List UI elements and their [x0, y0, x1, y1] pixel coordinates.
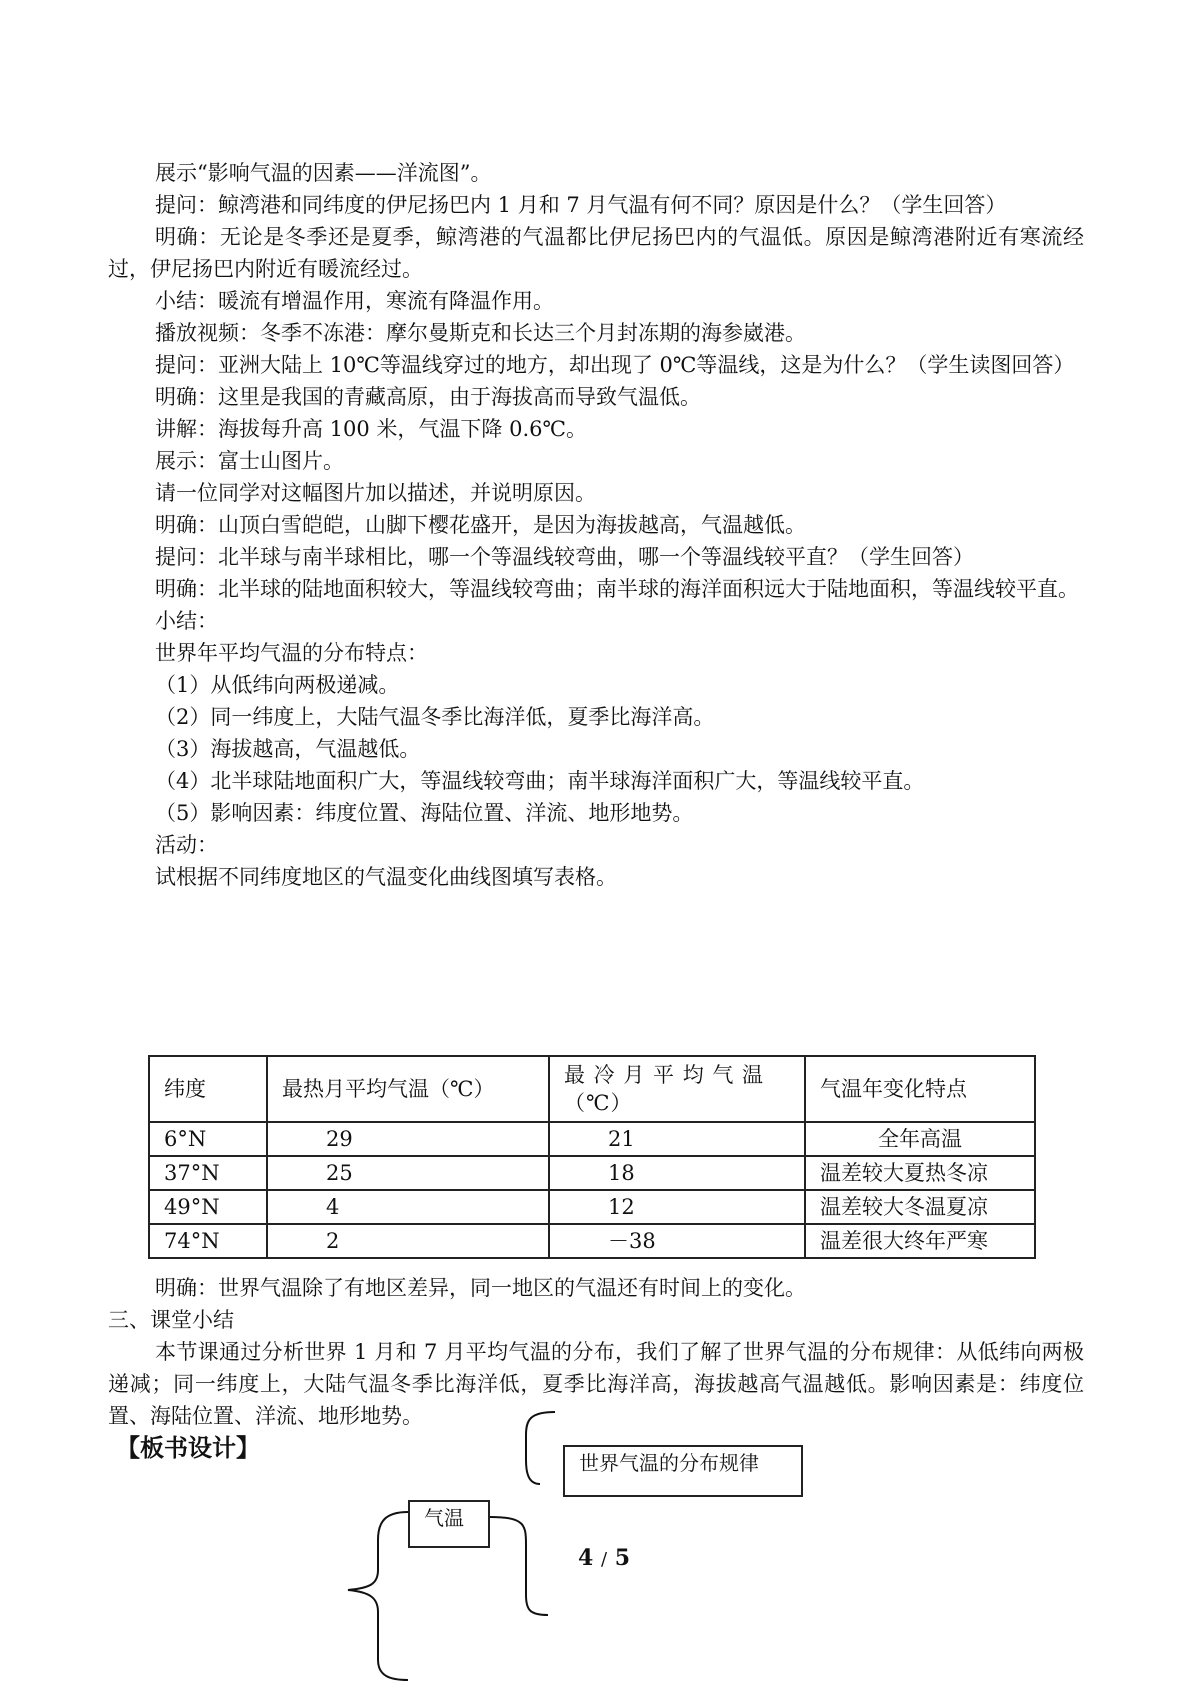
table-cell: 12 [549, 1190, 805, 1224]
paragraph: 展示：富士山图片。 [155, 449, 344, 473]
paragraph: 提问：鲸湾港和同纬度的伊尼扬巴内 1 月和 7 月气温有何不同？原因是什么？（学生回答） [155, 193, 1007, 217]
brace-lower-branch [490, 1517, 548, 1615]
paragraph: 请一位同学对这幅图片加以描述，并说明原因。 [155, 481, 596, 505]
list-item: （1）从低纬向两极递减。 [155, 673, 400, 697]
table-cell: 18 [549, 1156, 805, 1190]
table-header-cell: 最热月平均气温（℃） [267, 1056, 549, 1122]
table-cell: 29 [267, 1122, 549, 1156]
page-number [578, 1545, 630, 1571]
section-heading: 三、课堂小结 [108, 1308, 234, 1332]
table-cell: 温差较大夏热冬凉 [805, 1156, 1035, 1190]
paragraph: 讲解：海拔每升高 100 米，气温下降 0.6℃。 [155, 417, 587, 441]
table-cell: 37°N [149, 1156, 267, 1190]
brace-upper-branch [526, 1412, 555, 1484]
paragraph: 明确：这里是我国的青藏高原，由于海拔高而导致气温低。 [155, 385, 701, 409]
table-header-cell: 最 冷 月 平 均 气 温（℃） [549, 1056, 805, 1122]
paragraph: 明确：北半球的陆地面积较大，等温线较弯曲；南半球的海洋面积远大于陆地面积，等温线较平直。 [155, 577, 1079, 601]
paragraph: 展示“影响气温的因素——洋流图”。 [155, 161, 492, 185]
table-cell: －38 [549, 1224, 805, 1258]
table-cell: 25 [267, 1156, 549, 1190]
brace-left [348, 1512, 408, 1680]
board-box-temperature: 气温 [408, 1500, 490, 1548]
paragraph: 播放视频：冬季不冻港：摩尔曼斯克和长达三个月封冻期的海参崴港。 [155, 321, 806, 345]
table-cell: 74°N [149, 1224, 267, 1258]
board-design-title: 【板书设计】 [116, 1433, 260, 1462]
table-cell: 2 [267, 1224, 549, 1258]
table-cell: 全年高温 [805, 1122, 1035, 1156]
list-item: （2）同一纬度上，大陆气温冬季比海洋低，夏季比海洋高。 [155, 705, 715, 729]
paragraph: 活动： [155, 833, 218, 857]
page-total: 5 [614, 1545, 631, 1571]
paragraph: 小结： [155, 609, 218, 633]
table-cell: 温差较大冬温夏凉 [805, 1190, 1035, 1224]
table-cell: 49°N [149, 1190, 267, 1224]
board-box-distribution: 世界气温的分布规律 [563, 1445, 803, 1497]
page-separator: / [600, 1549, 608, 1570]
paragraph: 提问：北半球与南半球相比，哪一个等温线较弯曲，哪一个等温线较平直？（学生回答） [155, 545, 974, 569]
table-header-cell: 气温年变化特点 [805, 1056, 1035, 1122]
page-current: 4 [578, 1545, 594, 1571]
paragraph: 试根据不同纬度地区的气温变化曲线图填写表格。 [155, 865, 617, 889]
paragraph: 明确：无论是冬季还是夏季，鲸湾港的气温都比伊尼扬巴内的气温低。原因是鲸湾港附近有寒流经过，伊尼扬巴内附近有暖流经过。 [108, 225, 1084, 281]
summary-text: 本节课通过分析世界 1 月和 7 月平均气温的分布，我们了解了世界气温的分布规律：从低纬向两极递减；同一纬度上，大陆气温冬季比海洋低，夏季比海洋高，海拔越高气温越低。影响因素是：纬度位置、海陆位置、洋流、地形地势。 [108, 1340, 1084, 1428]
table-cell: 6°N [149, 1122, 267, 1156]
list-item: （5）影响因素：纬度位置、海陆位置、洋流、地形地势。 [155, 801, 694, 825]
conclusion-text: 明确：世界气温除了有地区差异，同一地区的气温还有时间上的变化。 [155, 1276, 806, 1300]
list-item: （4）北半球陆地面积广大，等温线较弯曲；南半球海洋面积广大，等温线较平直。 [155, 769, 925, 793]
table-cell: 4 [267, 1190, 549, 1224]
paragraph: 小结：暖流有增温作用，寒流有降温作用。 [155, 289, 554, 313]
paragraph: 提问：亚洲大陆上 10℃等温线穿过的地方，却出现了 0℃等温线，这是为什么？（学生读图回答） [155, 353, 1075, 377]
table-header-cell: 纬度 [149, 1056, 267, 1122]
paragraph: 世界年平均气温的分布特点： [155, 641, 428, 665]
list-item: （3）海拔越高，气温越低。 [155, 737, 421, 761]
table-cell: 温差很大终年严寒 [805, 1224, 1035, 1258]
paragraph: 明确：山顶白雪皑皑，山脚下樱花盛开，是因为海拔越高，气温越低。 [155, 513, 806, 537]
table-cell: 21 [549, 1122, 805, 1156]
